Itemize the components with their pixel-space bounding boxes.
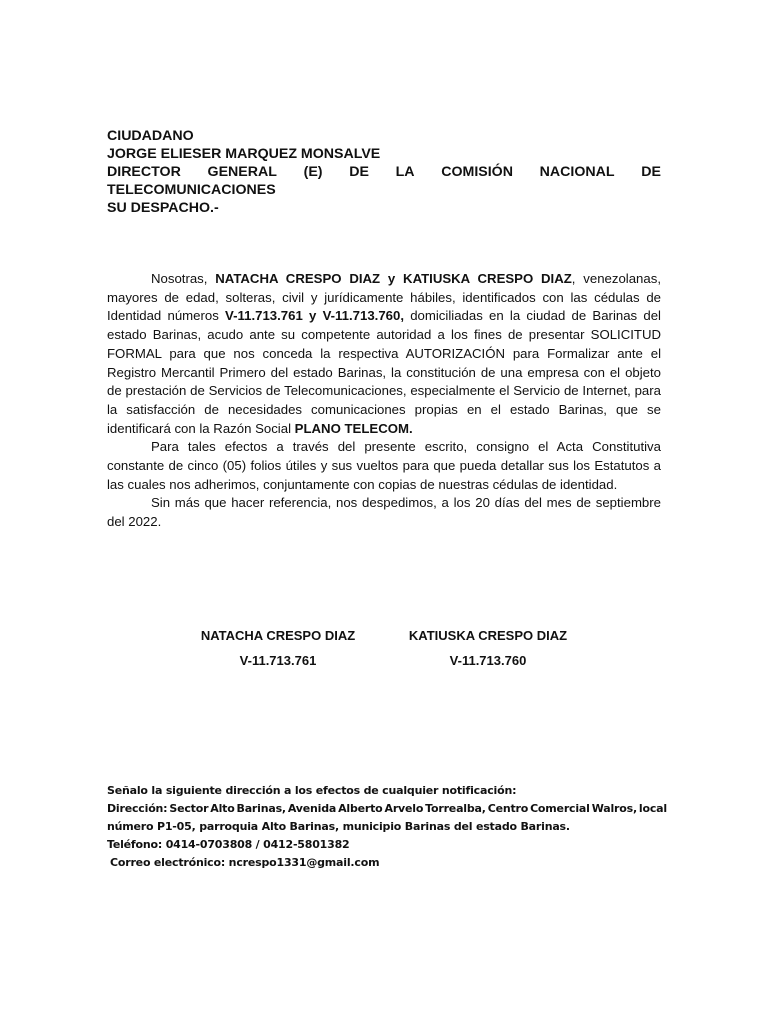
footer-address-word: Walros, — [591, 802, 637, 815]
addressee-name: JORGE ELIESER MARQUEZ MONSALVE — [107, 146, 381, 162]
addressee-salutation: CIUDADANO — [107, 128, 194, 144]
body-text-run: , venezolanas, mayores de edad, solteras, civil y jurídicamente hábiles, identificados con las cédulas de Identidad números — [107, 271, 661, 324]
addressee-title-word: NACIONAL — [539, 164, 615, 180]
signatory-id: V-11.713.760 — [449, 653, 527, 668]
footer-email: Correo electrónico: ncrespo1331@gmail.com — [110, 856, 380, 869]
footer-address-word: Barinas, — [236, 802, 286, 815]
addressee-title-word: (E) — [303, 164, 323, 180]
signature-block — [388, 627, 588, 670]
addressee-organization: TELECOMUNICACIONES — [107, 182, 276, 198]
applicant-ids: V-11.713.761 y V-11.713.760, — [225, 308, 404, 324]
signatory-id: V-11.713.761 — [239, 653, 317, 668]
body-text-run: domiciliadas en la ciudad de Barinas del estado Barinas, acudo ante su competente autoridad a los fines de presentar SOLICITUD FORMAL para que nos conceda la respectiva AUTORIZACIÓN para Formalizar ante el Registro Mercantil Primero del estado Barinas, la constitución de una empresa con el objeto de prestación de Servicios de Telecomunicaciones, especialmente el Servicio de Internet, para la satisfacción de necesidades comunicaciones propias en el estado Barinas, que se identificará con la Razón Social — [107, 308, 661, 436]
addressee-title-word: DIRECTOR — [107, 164, 181, 180]
signatory-name: NATACHA CRESPO DIAZ — [200, 628, 356, 643]
addressee-block — [107, 127, 661, 217]
addressee-title-word: COMISIÓN — [441, 164, 513, 180]
body-paragraph-2: Para tales efectos a través del presente escrito, consigno el Acta Constitutiva constante de cinco (05) folios útiles y sus vueltos para que pueda detallar sus los Estatutos a las cuales nos adherimos, conjuntamente con copias de nuestras cédulas de identidad. — [107, 439, 661, 492]
signatory-name: KATIUSKA CRESPO DIAZ — [408, 628, 568, 643]
footer-address-word: Torrealba, — [425, 802, 486, 815]
footer-address-word: Alto — [210, 802, 235, 815]
footer-address-word: local — [638, 802, 667, 815]
body-paragraph-3: Sin más que hacer referencia, nos despedimos, a los 20 días del mes de septiembre del 2022. — [107, 495, 661, 530]
footer-address — [107, 800, 667, 818]
footer-address-word: Sector — [169, 802, 209, 815]
addressee-title-word: GENERAL — [207, 164, 277, 180]
addressee-title-word: DE — [349, 164, 369, 180]
signature-block — [178, 627, 378, 670]
footer-address-word: Avenida — [287, 802, 337, 815]
footer-address-continued: número P1-05, parroquia Alto Barinas, municipio Barinas del estado Barinas. — [107, 820, 570, 833]
addressee-title — [107, 163, 661, 181]
addressee-title-word: DE — [641, 164, 661, 180]
footer-intro: Señalo la siguiente dirección a los efectos de cualquier notificación: — [107, 784, 517, 797]
footer-address-word: Arvelo — [384, 802, 424, 815]
company-name: PLANO TELECOM. — [294, 420, 413, 436]
footer-phone: Teléfono: 0414-0703808 / 0412-5801382 — [107, 838, 350, 851]
addressee-title-word: LA — [395, 164, 415, 180]
contact-footer — [107, 782, 667, 872]
letter-body — [107, 270, 661, 532]
addressee-closing: SU DESPACHO.- — [107, 200, 219, 216]
applicant-names: NATACHA CRESPO DIAZ y KATIUSKA CRESPO DIAZ — [215, 271, 572, 286]
body-paragraph-1 — [107, 270, 661, 438]
footer-address-word: Centro — [487, 802, 529, 815]
body-text-run: Nosotras, — [151, 271, 216, 286]
footer-address-word: Comercial — [530, 802, 590, 815]
footer-address-word: Alberto — [338, 802, 383, 815]
footer-address-word: Dirección: — [107, 802, 168, 815]
